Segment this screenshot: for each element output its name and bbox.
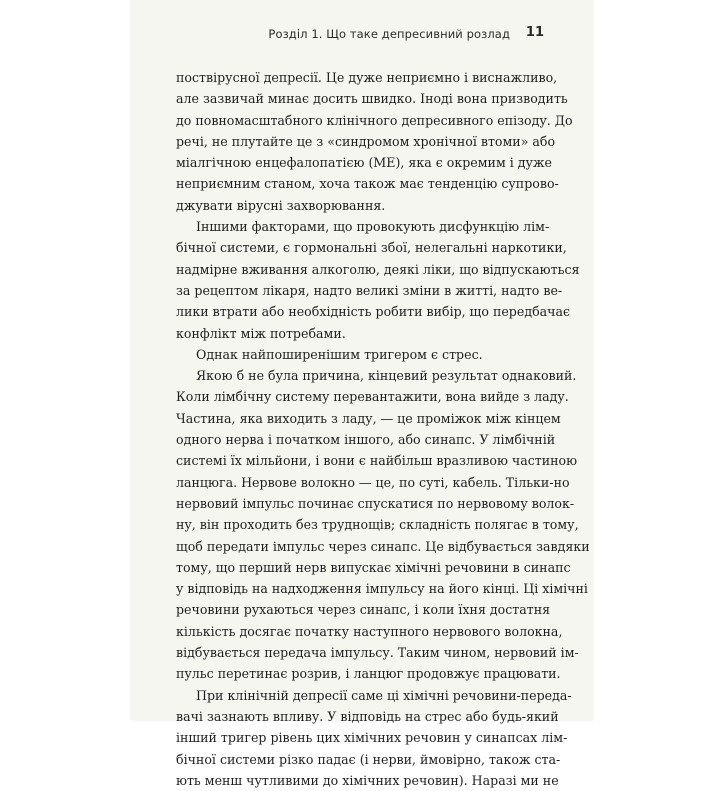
text-line: за рецептом лікаря, надто великі зміни в житті, надто ве- xyxy=(176,282,563,298)
text-line: надмірне вживання алкоголю, деякі ліки, що відпускаються xyxy=(176,261,580,277)
page-number: 11 xyxy=(525,25,544,40)
text-line: ють менш чутливими до хімічних речовин). Наразі ми не xyxy=(176,772,559,788)
text-line: інший тригер рівень цих хімічних речовин у синапсах лім- xyxy=(176,730,568,746)
text-line: бічної системи, є гормональні збої, нелегальні наркотики, xyxy=(176,240,567,256)
text-line: лики втрати або необхідність робити вибір, що передбачає xyxy=(176,304,571,320)
text-line: речі, не плутайте це з «синдромом хронічної втоми» або xyxy=(176,133,556,149)
text-line: міалгічною енцефалопатією (МЕ), яка є окремим і дуже xyxy=(176,155,552,171)
text-line: неприємним станом, хоча також має тенденцію супрово- xyxy=(176,176,559,192)
text-line: системі їх мільйони, і вони є найбільш вразливою частиною xyxy=(176,453,578,469)
text-line: речовини рухаються через синапс, і коли їхня достатня xyxy=(176,602,551,618)
text-line: При клінічній депресії саме ці хімічні речовини-переда- xyxy=(196,687,572,703)
text-line: Іншими факторами, що провокують дисфункцію лім- xyxy=(196,219,550,235)
text-line: але зазвичай минає досить швидко. Іноді вона призводить xyxy=(176,91,568,107)
text-line: джувати вірусні захворювання. xyxy=(176,197,386,213)
text-line: бічної системи різко падає (і нерви, ймовірно, також ста- xyxy=(176,751,561,767)
text-line: кількість досягає початку наступного нервового волокна, xyxy=(176,623,563,639)
text-line: у відповідь на надходження імпульсу на його кінці. Ці хімічні xyxy=(176,581,588,597)
body-text xyxy=(176,67,590,791)
text-line: тому, що перший нерв випускає хімічні речовини в синапс xyxy=(176,559,571,575)
text-line: Якою б не була причина, кінцевий результат однаковий. xyxy=(196,368,577,384)
text-line: Частина, яка виходить з ладу, — це проміжок між кінцем xyxy=(176,410,561,426)
text-line: вачі зазнають впливу. У відповідь на стрес або будь-який xyxy=(176,708,559,724)
text-line: конфлікт між потребами. xyxy=(176,325,346,341)
text-line: відбувається передача імпульсу. Таким чином, нервовий ім- xyxy=(176,645,579,661)
running-header xyxy=(176,25,544,45)
text-line: Однак найпоширенішим тригером є стрес. xyxy=(196,346,483,362)
text-line: щоб передати імпульс через синапс. Це відбувається завдяки xyxy=(176,538,590,554)
text-line: поствірусної депресії. Це дуже неприємно і виснажливо, xyxy=(176,70,558,85)
text-line: Коли лімбічну систему перевантажити, вона вийде з ладу. xyxy=(176,389,569,405)
chapter-title: Розділ 1. Що таке депресивний розлад xyxy=(268,27,510,41)
text-line: одного нерва і початком іншого, або синапс. У лімбічній xyxy=(176,432,556,448)
text-line: нервовий імпульс починає спускатися по нервовому волок- xyxy=(176,495,575,511)
text-line: ну, він проходить без труднощів; складність полягає в тому, xyxy=(176,517,579,533)
text-line: пульс перетинає розрив, і ланцюг продовжує працювати. xyxy=(176,666,561,682)
text-line: ланцюга. Нервове волокно — це, по суті, кабель. Тільки-но xyxy=(176,474,570,490)
text-line: до повномасштабного клінічного депресивного епізоду. До xyxy=(176,112,573,128)
